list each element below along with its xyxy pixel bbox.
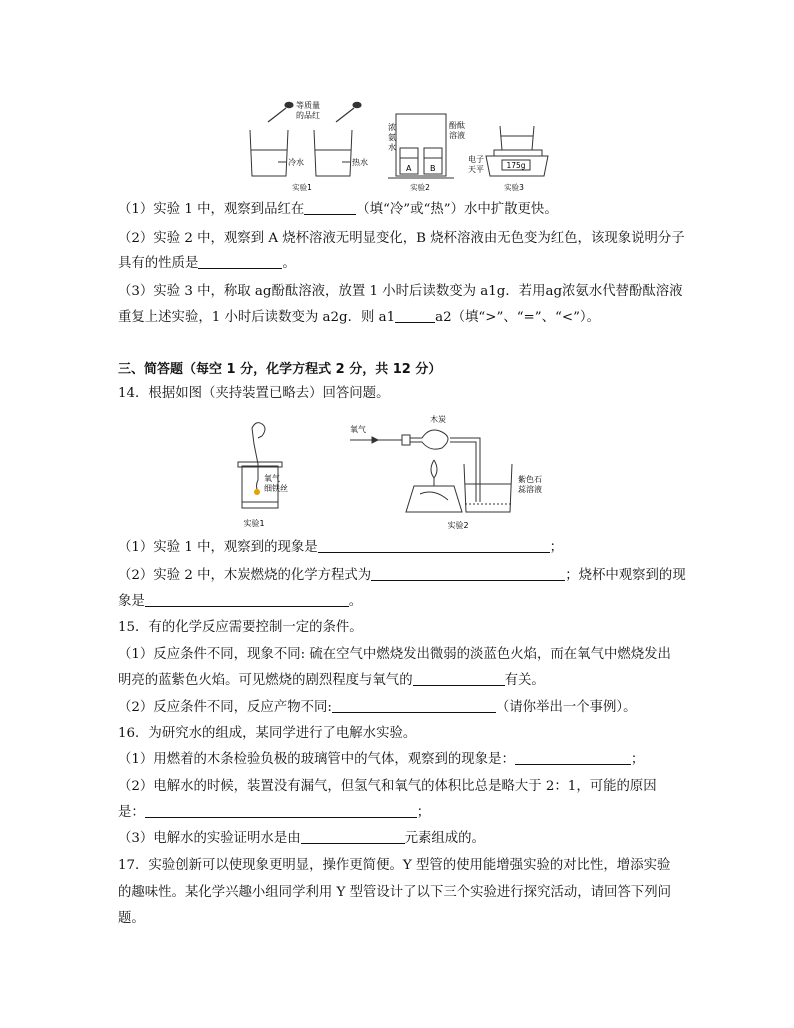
q13-p3-text: 重复上述实验，1 小时后读数变为 a2g．则 a1 bbox=[118, 310, 396, 325]
q15-part1-line1: （1）反应条件不同，现象不同: 硫在空气中燃烧发出微弱的淡蓝色火焰，而在氧气中燃烧发出 bbox=[118, 647, 671, 662]
answer-blank[interactable] bbox=[145, 592, 349, 607]
q13-part2-line1: （2）实验 2 中，观察到 A 烧杯溶液无明显变化，B 烧杯溶液由无色变为红色，该现象说明分子 bbox=[118, 231, 685, 246]
answer-blank[interactable] bbox=[371, 566, 565, 581]
answer-blank[interactable] bbox=[395, 308, 435, 323]
q14-p2-text-mid: ；烧杯中观察到的现 bbox=[565, 568, 686, 583]
q14-intro: 14．根据如图（夹持装置已略去）回答问题。 bbox=[118, 386, 390, 401]
ammonia-label-1: 浓 bbox=[388, 123, 396, 132]
q16-part3 bbox=[118, 829, 485, 849]
burner-icon bbox=[406, 460, 462, 512]
beaker-b-label: B bbox=[430, 164, 436, 173]
q15-p1-text: 明亮的蓝紫色火焰。可见燃烧的剧烈程度与氧气的 bbox=[118, 673, 413, 688]
q13-p1-text: （1）实验 1 中，观察到品红在 bbox=[118, 202, 305, 217]
q13-part2-line2 bbox=[118, 254, 296, 274]
gas-jar-icon bbox=[238, 423, 282, 508]
cold-water-label: 冷水 bbox=[288, 158, 304, 167]
charcoal-label: 木炭 bbox=[430, 415, 446, 424]
q14-p1-text-end: ； bbox=[549, 540, 564, 555]
q14-p2-text-2: 象是 bbox=[118, 594, 145, 609]
phenol-label-2: 溶液 bbox=[449, 131, 465, 140]
wire-label: 细铁丝 bbox=[264, 484, 288, 493]
q14-p2-text: （2）实验 2 中，木炭燃烧的化学方程式为 bbox=[118, 568, 372, 583]
q15-p2-text-end: （请你举出一个事例）。 bbox=[495, 700, 637, 715]
litmus-label-1: 紫色石 bbox=[518, 475, 542, 484]
exp2-label: 实验2 bbox=[410, 183, 430, 192]
q16-p2-text-end: ； bbox=[416, 805, 431, 820]
beaker-icon bbox=[464, 464, 512, 512]
answer-blank[interactable] bbox=[145, 803, 417, 818]
q13-p1-text-end: （填“冷”或“热”）水中扩散更快。 bbox=[356, 202, 558, 217]
q15-part2 bbox=[118, 698, 637, 718]
exp2-label: 实验2 bbox=[447, 521, 469, 530]
q14-part2-line1 bbox=[118, 566, 686, 586]
q15-part1-line2 bbox=[118, 671, 545, 691]
q13-part1 bbox=[118, 200, 558, 220]
spark-icon bbox=[254, 489, 260, 495]
phenol-label-1: 酚酞 bbox=[449, 121, 465, 130]
answer-blank[interactable] bbox=[332, 698, 496, 713]
bell-jar-icon bbox=[388, 114, 454, 178]
answer-blank[interactable] bbox=[304, 200, 356, 215]
balance-label-1: 电子 bbox=[468, 155, 484, 164]
q17-line2: 的趣味性。某化学兴趣小组同学利用 Y 型管设计了以下三个实验进行探究活动，请回答下列问 bbox=[118, 885, 671, 900]
q15-p1-text-end: 有关。 bbox=[504, 673, 545, 688]
beaker-a-label: A bbox=[406, 164, 412, 173]
section-title: 三、简答题（每空 1 分，化学方程式 2 分，共 12 分） bbox=[118, 362, 442, 377]
q14-p2-text-end: 。 bbox=[348, 594, 363, 609]
pinhong-label-2: 的品红 bbox=[296, 111, 320, 120]
oxygen-label-1: 氧气 bbox=[264, 474, 280, 483]
arrow-icon bbox=[350, 437, 378, 443]
balance-reading: 175g bbox=[506, 161, 526, 170]
q15-p2-text: （2）反应条件不同，反应产物不同: bbox=[118, 700, 332, 715]
q13-part3-line2 bbox=[118, 308, 600, 328]
balance-label-2: 天平 bbox=[468, 165, 484, 174]
q16-p3-text: （3）电解水的实验证明水是由 bbox=[118, 831, 301, 846]
answer-blank[interactable] bbox=[301, 829, 405, 844]
q16-intro: 16．为研究水的组成，某同学进行了电解水实验。 bbox=[118, 726, 417, 741]
exp1-label: 实验1 bbox=[292, 183, 312, 192]
answer-blank[interactable] bbox=[515, 750, 631, 765]
q16-p1-text-end: ； bbox=[630, 752, 645, 767]
q16-p1-text: （1）用燃着的木条检验负极的玻璃管中的气体，观察到的现象是： bbox=[118, 752, 515, 767]
figure-experiments-1-3 bbox=[238, 92, 558, 196]
q17-line3: 题。 bbox=[118, 911, 145, 926]
q15-intro: 15．有的化学反应需要控制一定的条件。 bbox=[118, 620, 363, 635]
exp1-label: 实验1 bbox=[243, 519, 265, 528]
q16-p3-text-end: 元素组成的。 bbox=[404, 831, 485, 846]
q16-part1 bbox=[118, 750, 644, 770]
beaker-icon bbox=[250, 130, 352, 176]
q17-line1: 17．实验创新可以使现象更明显，操作更简便。Y 型管的使用能增强实验的对比性，增添实验 bbox=[118, 858, 671, 873]
answer-blank[interactable] bbox=[413, 671, 505, 686]
hot-water-label: 热水 bbox=[352, 158, 368, 167]
litmus-label-2: 蕊溶液 bbox=[518, 485, 542, 494]
oxygen-label-2: 氧气 bbox=[350, 425, 366, 434]
figure-experiments-14 bbox=[228, 408, 584, 532]
q13-part3-line1: （3）实验 3 中，称取 ag酚酞溶液，放置 1 小时后读数变为 a1g．若用ag浓氨水代替酚酞溶液 bbox=[118, 284, 683, 299]
q14-part1 bbox=[118, 538, 563, 558]
exp3-label: 实验3 bbox=[504, 183, 524, 192]
q13-p2-text-end: 。 bbox=[282, 256, 296, 271]
q14-part2-line2 bbox=[118, 592, 362, 612]
ammonia-label-3: 水 bbox=[388, 143, 396, 152]
q13-p3-text-end: a2（填“>”、“=”、“<”）。 bbox=[435, 310, 601, 325]
q16-part2-line2 bbox=[118, 803, 430, 823]
answer-blank[interactable] bbox=[198, 254, 282, 269]
q14-p1-text: （1）实验 1 中，观察到的现象是 bbox=[118, 540, 318, 555]
ammonia-label-2: 氨 bbox=[388, 133, 396, 142]
pinhong-label-1: 等质量 bbox=[296, 101, 320, 110]
q16-p2-text: 是： bbox=[118, 805, 145, 820]
q13-p2-text: 具有的性质是 bbox=[118, 256, 199, 271]
answer-blank[interactable] bbox=[318, 538, 550, 553]
q16-part2-line1: （2）电解水的时候，装置没有漏气，但氢气和氧气的体积比总是略大于 2：1，可能的原因 bbox=[118, 779, 657, 794]
